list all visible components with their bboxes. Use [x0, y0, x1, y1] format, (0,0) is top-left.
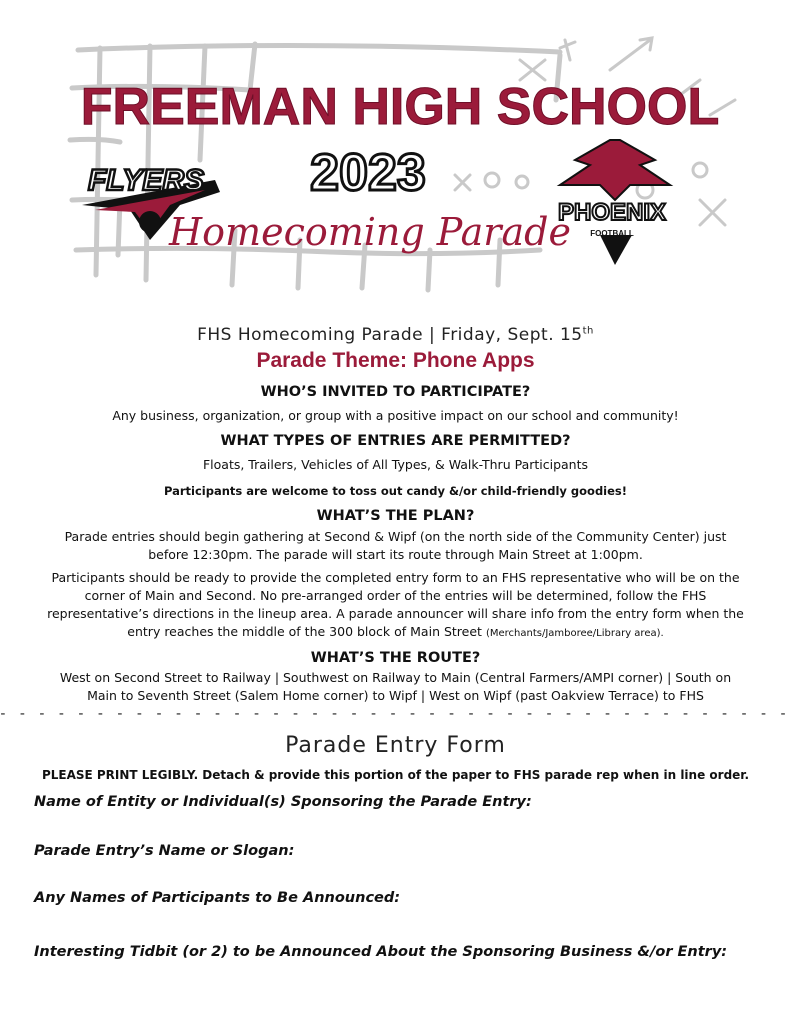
entries-note: Participants are welcome to toss out candy &/or child-friendly goodies!: [163, 484, 628, 498]
entries-heading: WHAT TYPES OF ENTRIES ARE PERMITTED?: [220, 433, 571, 449]
plan-text-2-small: (Merchants/Jamboree/Library area).: [485, 628, 664, 639]
school-name-title: FREEMAN HIGH SCHOOL: [80, 78, 720, 136]
plan-text-2-line-1: Participants should be ready to provide the completed entry form to an FHS representative who will be on the: [51, 570, 740, 585]
entries-text: Floats, Trailers, Vehicles of All Types, & Walk-Thru Participants: [202, 457, 589, 472]
invited-text: Any business, organization, or group with a positive impact on our school and community!: [112, 408, 679, 423]
plan-text-1-line-2: before 12:30pm. The parade will start its route through Main Street at 1:00pm.: [148, 547, 643, 562]
parade-theme: Parade Theme: Phone Apps: [256, 349, 535, 372]
plan-text-2: [0, 569, 791, 643]
phoenix-logo-text: PHOENIX: [557, 199, 667, 226]
plan-heading: WHAT’S THE PLAN?: [316, 508, 475, 524]
form-title: Parade Entry Form: [285, 733, 506, 758]
route-line-2: Main to Seventh Street (Salem Home corner) to Wipf | West on Wipf (past Oakview Terrace) to FHS: [87, 688, 704, 703]
year-label: 2023: [310, 144, 426, 202]
intro-suffix: th: [582, 325, 594, 337]
detach-divider: - - - - - - - - - - - - - - - - - - - - - - - - - - - - - - - - - - - - - - - - -: [0, 706, 791, 722]
field-sponsor-label: Name of Entity or Individual(s) Sponsoring the Parade Entry:: [34, 794, 532, 810]
plan-text-2-line-4: [0, 623, 791, 643]
header-graphic: [0, 0, 791, 300]
phoenix-logo: [558, 140, 670, 265]
field-tidbit-label: Interesting Tidbit (or 2) to be Announced About the Sponsoring Business &/or Entry:: [34, 944, 728, 960]
plan-text-2-line-4-main: entry reaches the middle of the 300 block of Main Street: [127, 624, 482, 639]
plan-text-1-line-1: Parade entries should begin gathering at Second & Wipf (on the north side of the Community Center) just: [64, 529, 727, 544]
plan-text-2-line-3: representative’s directions in the lineup area. A parade announcer will share info from the entry form when the: [47, 606, 744, 621]
route-heading: WHAT’S THE ROUTE?: [310, 650, 481, 666]
field-entry-name-label: Parade Entry’s Name or Slogan:: [34, 843, 295, 859]
flyers-logo-text: FLYERS: [87, 164, 205, 197]
route-text: [0, 669, 791, 705]
plan-text-2-line-2: corner of Main and Second. No pre-arranged order of the entries will be determined, follow the FHS: [84, 588, 707, 603]
form-instructions: PLEASE PRINT LEGIBLY. Detach & provide this portion of the paper to FHS parade rep when in line order.: [41, 768, 750, 782]
invited-heading: WHO’S INVITED TO PARTICIPATE?: [260, 384, 531, 400]
event-title: Homecoming Parade: [169, 210, 571, 254]
phoenix-logo-subtext: FOOTBALL: [590, 229, 634, 238]
intro-line: [0, 325, 791, 345]
route-line-1: West on Second Street to Railway | Southwest on Railway to Main (Central Farmers/AMPI corner) | South on: [59, 670, 732, 685]
plan-text-1: [0, 528, 791, 564]
field-participants-label: Any Names of Participants to Be Announced:: [34, 890, 401, 906]
intro-text: FHS Homecoming Parade | Friday, Sept. 15: [197, 325, 583, 345]
header-artwork: [0, 0, 791, 300]
